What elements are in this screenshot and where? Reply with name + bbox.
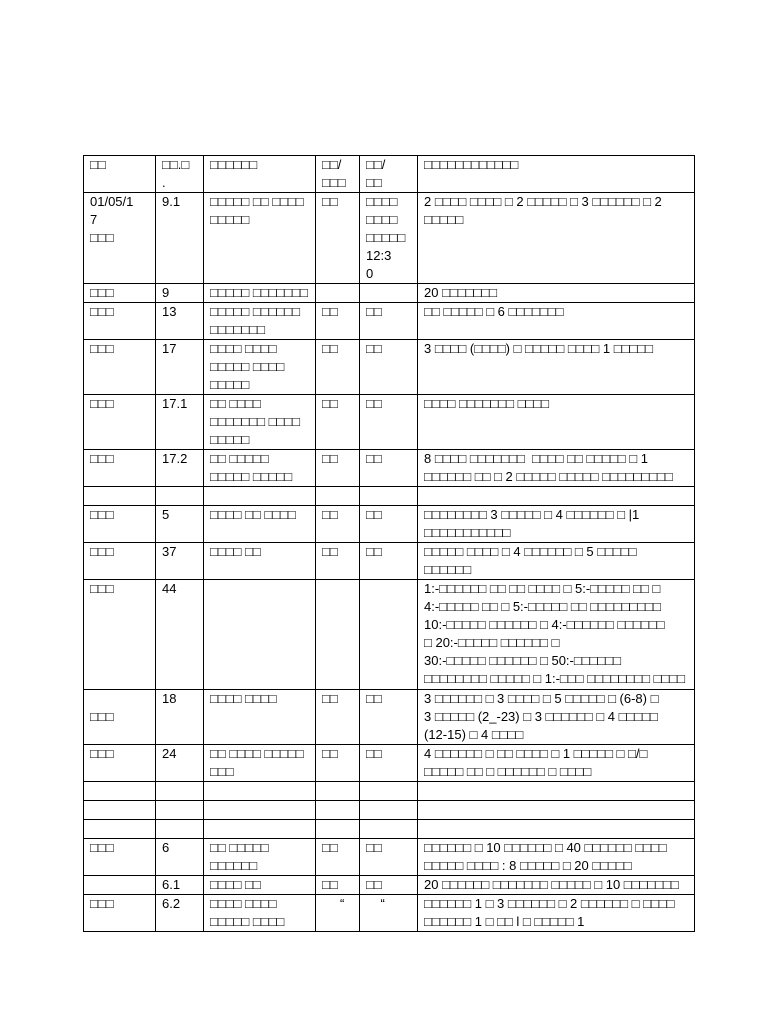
table-cell: □□□	[84, 506, 156, 543]
table-cell: 9	[156, 284, 204, 303]
table-header-cell: □□.□ .	[156, 156, 204, 193]
table-cell: □□	[316, 340, 360, 395]
table-header-cell: □□/ □□	[360, 156, 418, 193]
table-cell	[316, 580, 360, 690]
table-cell: 3 □□□□ (□□□□) □ □□□□□ □□□□ 1 □□□□□	[418, 340, 695, 395]
table-row	[84, 395, 695, 450]
table-cell	[204, 487, 316, 506]
table-cell: □□	[316, 506, 360, 543]
table-cell: □□□	[84, 450, 156, 487]
table-cell	[360, 487, 418, 506]
table-cell	[84, 487, 156, 506]
table-row	[84, 876, 695, 895]
table-cell: □□ □□□□□ □ 6 □□□□□□□	[418, 303, 695, 340]
table-cell: 18	[156, 690, 204, 745]
table-cell: □□	[316, 690, 360, 745]
table-cell: □□□	[84, 340, 156, 395]
table-cell: □□	[316, 839, 360, 876]
table-cell	[360, 801, 418, 820]
table-cell-ditto: “	[316, 895, 360, 932]
table-cell: 9.1	[156, 193, 204, 284]
table-row-empty	[84, 487, 695, 506]
table-cell	[418, 820, 695, 839]
table-cell: □□	[316, 395, 360, 450]
table-cell: 13	[156, 303, 204, 340]
table-cell: □□□	[84, 303, 156, 340]
table-cell: □□	[360, 303, 418, 340]
table-cell: □□	[360, 506, 418, 543]
table-cell	[316, 801, 360, 820]
table-cell	[360, 782, 418, 801]
table-cell: □□□□ □□□□	[204, 690, 316, 745]
table-cell	[204, 782, 316, 801]
table-cell	[84, 876, 156, 895]
table-cell	[316, 782, 360, 801]
table-cell	[84, 820, 156, 839]
table-cell	[156, 820, 204, 839]
table-cell	[84, 782, 156, 801]
table-cell	[316, 284, 360, 303]
table-row	[84, 839, 695, 876]
table-cell: □□	[316, 303, 360, 340]
table-header-cell: □□/ □□□	[316, 156, 360, 193]
table-cell: □□	[316, 193, 360, 284]
table-cell: 01/05/1 7 □□□	[84, 193, 156, 284]
table-cell	[360, 820, 418, 839]
table-cell: □□□	[84, 839, 156, 876]
table-header-row	[84, 156, 695, 193]
table-row-empty	[84, 782, 695, 801]
table-cell: 3 □□□□□□ □ 3 □□□□ □ 5 □□□□□ □ (6-8) □ 3 □□□□□ (2_-23) □ 3 □□□□□□ □ 4 □□□□□ (12-15) □ 4 □□□□	[418, 690, 695, 745]
table-cell: □□□□□ □□□□ □ 4 □□□□□□ □ 5 □□□□□ □□□□□□	[418, 543, 695, 580]
table-cell: □□□	[84, 284, 156, 303]
table-cell: 1:-□□□□□□ □□ □□ □□□□ □ 5:-□□□□□ □□ □ 4:-□□□□□ □□ □ 5:-□□□□□ □□ □□□□□□□□□ 10:-□□□□□ □□□□□□ □ 4:-□□□□□□ □□□□□□ □ 20:-□□□□□ □□□□□□ □ 30:-□□□□□ □□□□□□ □ 50:-□□□□□□ □□□□□□□□ □□□□□ □ 1:-□□□ □□□□□□□□ □□□□	[418, 580, 695, 690]
table-row	[84, 543, 695, 580]
table-cell: 6.2	[156, 895, 204, 932]
table-cell: □□□□ □□	[204, 543, 316, 580]
table-row	[84, 690, 695, 745]
table-cell	[418, 782, 695, 801]
table-cell: 17.1	[156, 395, 204, 450]
table-cell: 17.2	[156, 450, 204, 487]
table-cell: □□ □□□□ □□□□□□□ □□□□ □□□□□	[204, 395, 316, 450]
table-cell: □□	[316, 745, 360, 782]
table-cell: □□	[360, 395, 418, 450]
table-cell: □□	[316, 450, 360, 487]
table-cell: □□	[360, 450, 418, 487]
table-cell: □□□□ □□□□ □□□□□ □□□□	[204, 895, 316, 932]
table-cell: □□	[360, 690, 418, 745]
table-row	[84, 284, 695, 303]
table-cell: 6.1	[156, 876, 204, 895]
table-cell: □□□□□□□□ 3 □□□□□ □ 4 □□□□□□ □ |1 □□□□□□□□□□□	[418, 506, 695, 543]
table-cell: □□	[360, 745, 418, 782]
table-cell: 24	[156, 745, 204, 782]
table-cell	[156, 782, 204, 801]
table-cell: 2 □□□□ □□□□ □ 2 □□□□□ □ 3 □□□□□□ □ 2 □□□□□	[418, 193, 695, 284]
table-cell: 37	[156, 543, 204, 580]
table-cell: 6	[156, 839, 204, 876]
table-cell: □□ □□□□□ □□□□□ □□□□□	[204, 450, 316, 487]
table-cell: □□□	[84, 580, 156, 690]
table-header-cell: □□	[84, 156, 156, 193]
table-cell: □□□	[84, 395, 156, 450]
table-cell: □□ □□□□ □□□□□ □□□	[204, 745, 316, 782]
table-cell: 20 □□□□□□ □□□□□□□ □□□□□ □ 10 □□□□□□□	[418, 876, 695, 895]
table-cell	[360, 580, 418, 690]
table-cell: □□□	[84, 895, 156, 932]
table-row	[84, 745, 695, 782]
table-cell: □□	[316, 876, 360, 895]
table-cell: 8 □□□□ □□□□□□□ □□□□ □□ □□□□□ □ 1 □□□□□□ □□ □ 2 □□□□□ □□□□□ □□□□□□□□□	[418, 450, 695, 487]
table-cell	[84, 801, 156, 820]
table-cell	[418, 801, 695, 820]
table-row	[84, 580, 695, 690]
table-cell: □□	[360, 876, 418, 895]
table-cell: 44	[156, 580, 204, 690]
table-header-cell: □□□□□□□□□□□□	[418, 156, 695, 193]
table-cell: □□□□□□ 1 □ 3 □□□□□□ □ 2 □□□□□□ □ □□□□ □□□□□□ 1 □ □□ l □ □□□□□ 1	[418, 895, 695, 932]
table-cell	[204, 580, 316, 690]
table-row	[84, 895, 695, 932]
table-cell: □□□□ □□□□□□□ □□□□	[418, 395, 695, 450]
table-cell: □□□	[84, 543, 156, 580]
table-cell: □□	[360, 543, 418, 580]
table-cell	[156, 801, 204, 820]
table-cell: □□	[316, 543, 360, 580]
table-cell: 5	[156, 506, 204, 543]
table-cell: 17	[156, 340, 204, 395]
table-row-empty	[84, 820, 695, 839]
table-row-empty	[84, 801, 695, 820]
table-row	[84, 506, 695, 543]
table-cell	[316, 820, 360, 839]
table-row	[84, 450, 695, 487]
table-cell: □□□□ □□ □□□□	[204, 506, 316, 543]
table-cell: □□	[360, 839, 418, 876]
table-cell: □□ □□□□□ □□□□□□	[204, 839, 316, 876]
document-table	[83, 155, 695, 932]
table-cell: □□□	[84, 745, 156, 782]
table-cell: □□	[360, 340, 418, 395]
table-cell	[204, 801, 316, 820]
table-cell	[156, 487, 204, 506]
table-cell: 4 □□□□□□ □ □□ □□□□ □ 1 □□□□□ □ □/□ □□□□□ □□ □ □□□□□□ □ □□□□	[418, 745, 695, 782]
table-cell: □□□□□ □□□□□□□	[204, 284, 316, 303]
table-cell: □□□	[84, 690, 156, 745]
table-cell: □□□□ □□□□ □□□□□ □□□□ □□□□□	[204, 340, 316, 395]
table-cell	[418, 487, 695, 506]
table-cell: □□□□ □□□□ □□□□□ 12:3 0	[360, 193, 418, 284]
table-cell	[360, 284, 418, 303]
table-row	[84, 303, 695, 340]
table-cell: □□□□□□ □ 10 □□□□□□ □ 40 □□□□□□ □□□□ □□□□□ □□□□ : 8 □□□□□ □ 20 □□□□□	[418, 839, 695, 876]
table-cell: □□□□□ □□□□□□ □□□□□□□	[204, 303, 316, 340]
table-header-cell: □□□□□□	[204, 156, 316, 193]
table-cell-ditto: “	[360, 895, 418, 932]
table-row	[84, 340, 695, 395]
table-cell	[204, 820, 316, 839]
table-cell	[316, 487, 360, 506]
table-cell: □□□□ □□	[204, 876, 316, 895]
table-row	[84, 193, 695, 284]
table-cell: 20 □□□□□□□	[418, 284, 695, 303]
table-cell: □□□□□ □□ □□□□ □□□□□	[204, 193, 316, 284]
